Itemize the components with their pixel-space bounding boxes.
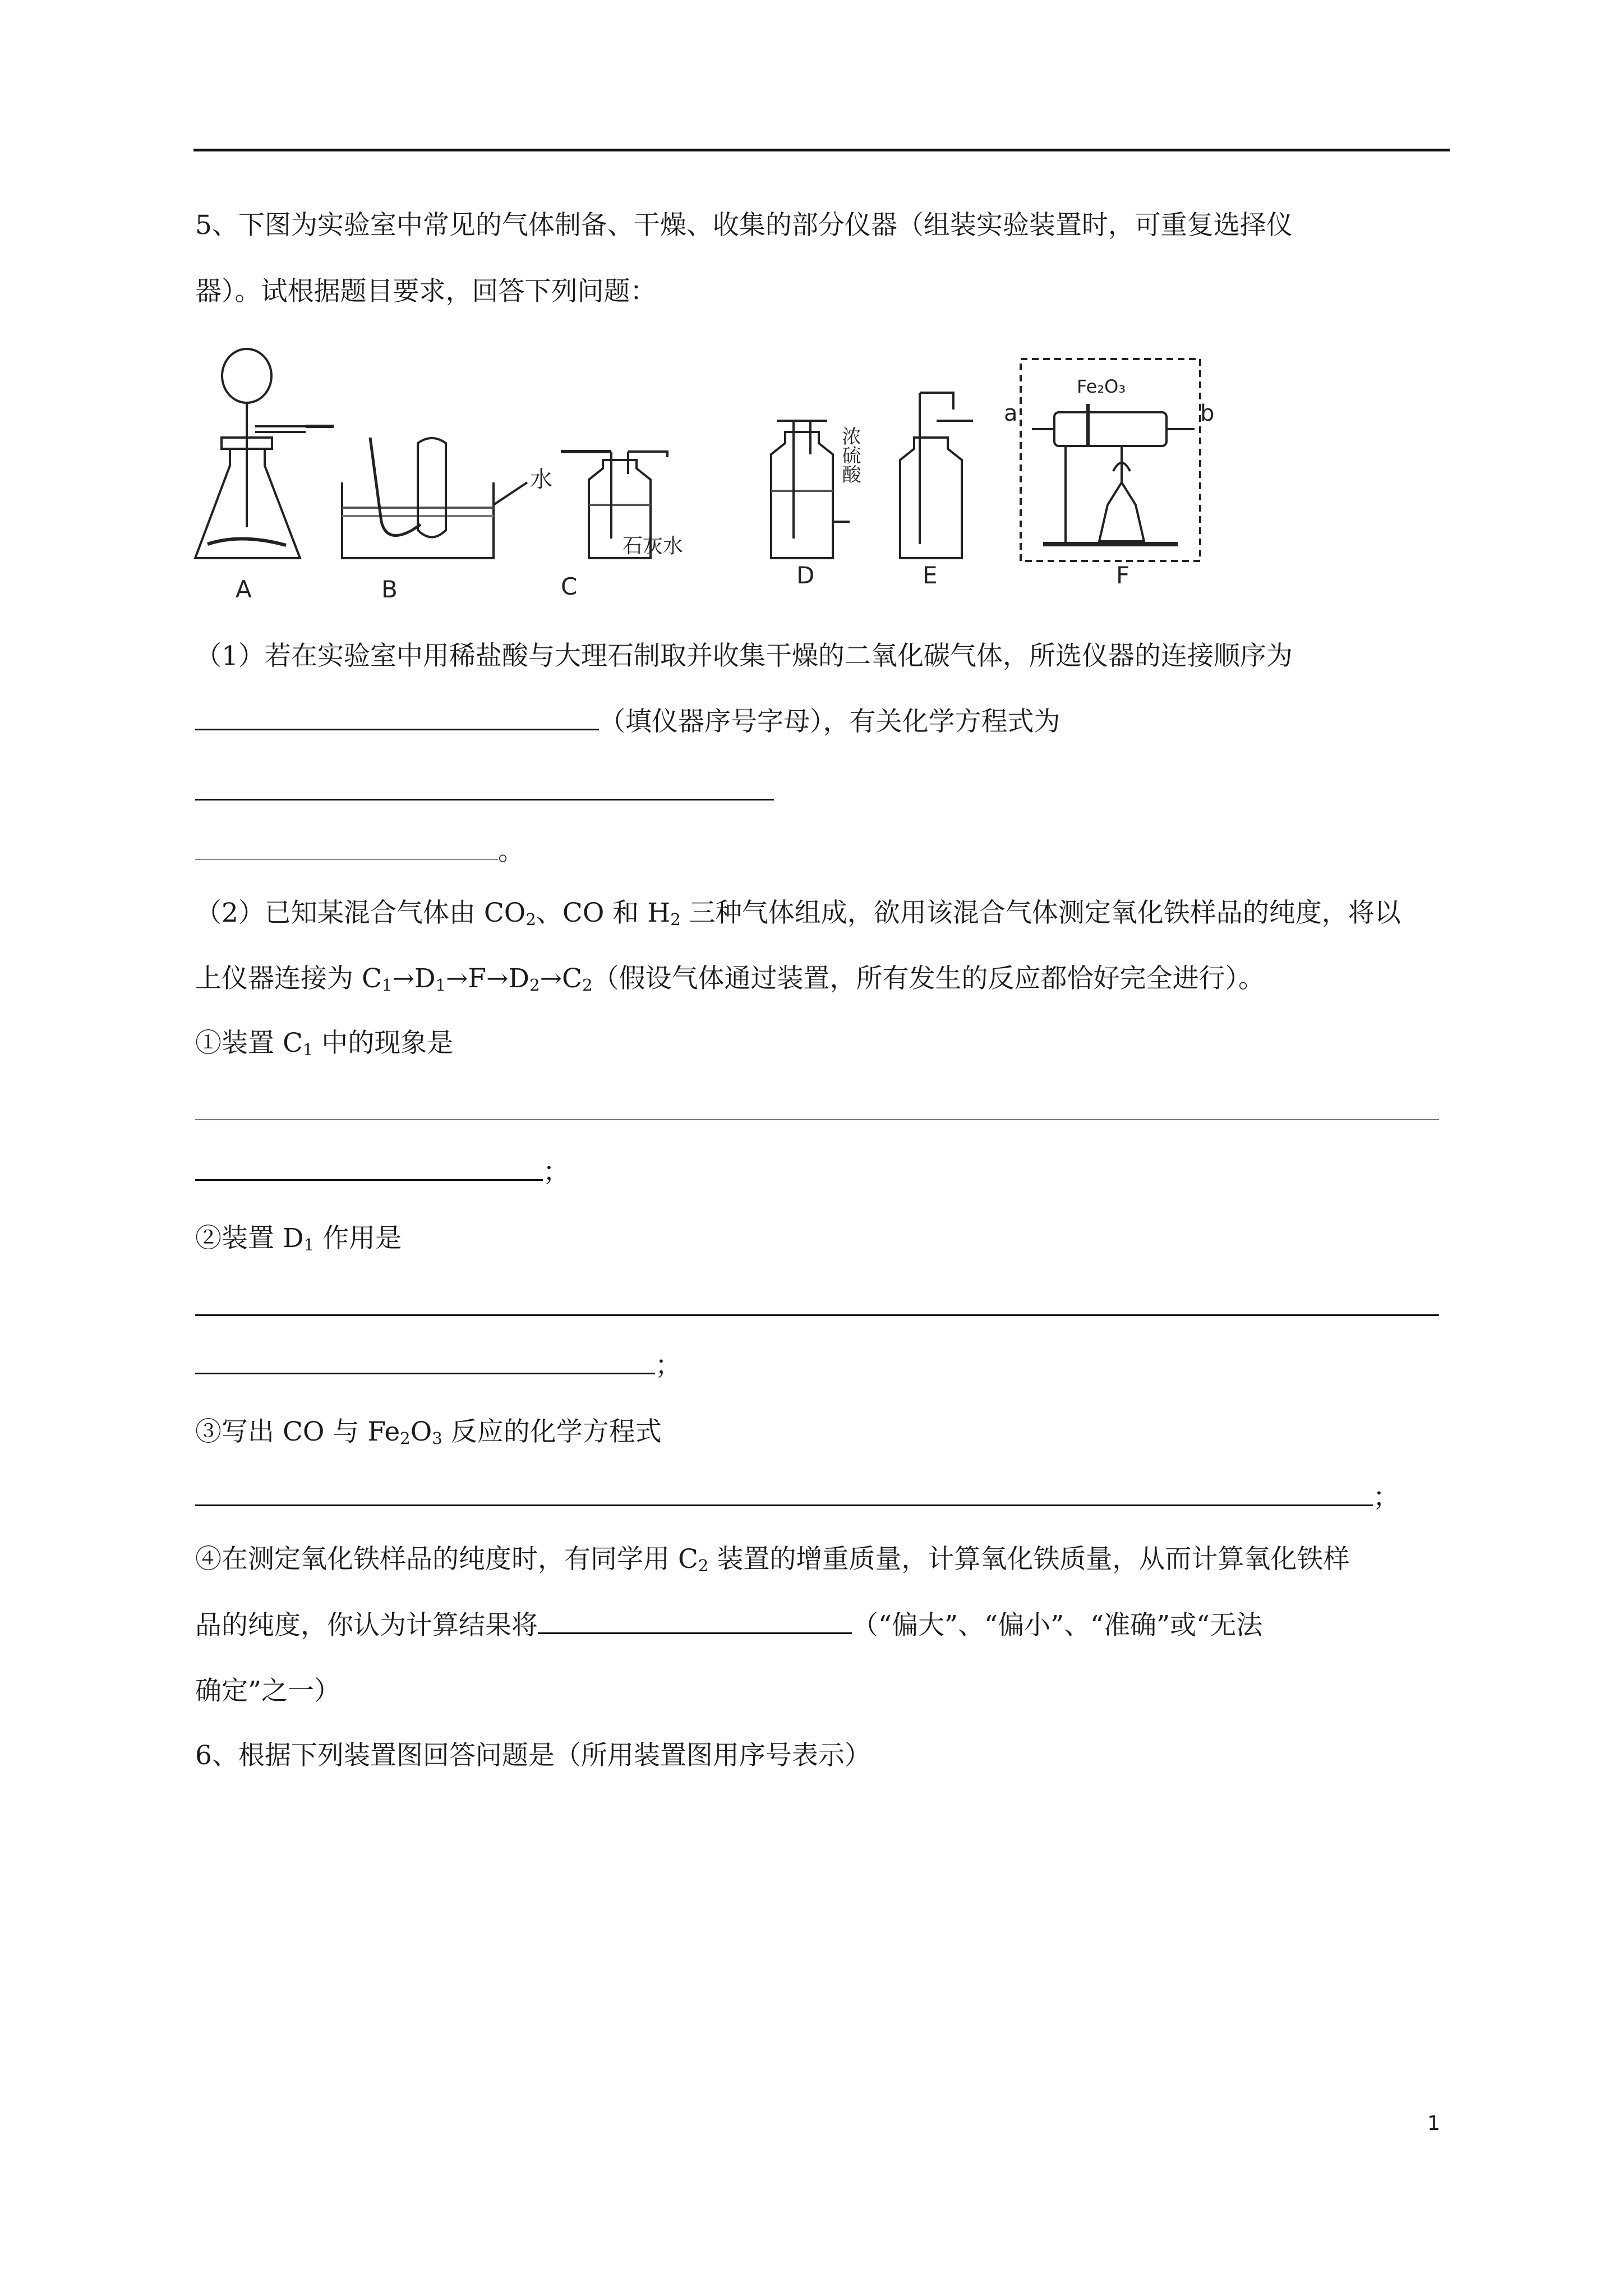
label-water: 水 [530,467,552,493]
q5-part1-line2: （填仪器序号字母），有关化学方程式为 [195,705,1061,739]
label-f: F [1116,562,1130,589]
label-b: B [381,576,398,603]
q5-part2-line1: （2）已知某混合气体由 $CO_2$、CO 和 $H_2$ 三种气体组成，欲用该混合气体测定氧化铁样品的纯度，将以 [195,898,1401,929]
answer-blank-s2-b[interactable] [195,1350,655,1374]
q5-intro-line2: 器）。试根据题目要求，回答下列问题： [195,276,657,307]
label-fe2o3: Fe₂O₃ [1077,376,1126,397]
answer-blank-equation-2[interactable] [195,836,498,860]
q5-sub4-line1: ④在测定氧化铁样品的纯度时，有同学用 $C_2$ 装置的增重质量，计算氧化铁质量，从而计算氧化铁样 [195,1544,1350,1575]
q5-sub1-end: ； [195,1156,569,1189]
label-a: A [236,576,252,603]
q5-sub2: ②装置 $D_1$ 作用是 [195,1223,402,1254]
label-e: E [923,562,938,589]
page-number: 1 [1427,2112,1440,2135]
apparatus-figure [191,337,1256,606]
answer-blank-s4[interactable] [538,1610,852,1634]
answer-blank-order[interactable] [195,706,599,730]
answer-blank-s3[interactable] [195,1482,1373,1506]
header-rule [193,149,1450,151]
q5-intro-line1: 5、下图为实验室中常见的气体制备、干燥、收集的部分仪器（组装实验装置时，可重复选择仪 [195,210,1293,241]
label-c: C [561,573,578,600]
answer-blank-equation[interactable] [195,799,774,800]
q5-sub3: ③写出 CO 与 $Fe_2O_3$ 反应的化学方程式 [195,1416,662,1448]
q5-sub1: ①装置 $C_1$ 中的现象是 [195,1028,454,1059]
q5-sub3-end: ； [195,1481,1399,1515]
q5-sub4-line3: 确定”之一） [195,1676,341,1706]
apparatus-b [342,438,527,558]
q5-sub2-end: ； [195,1349,681,1383]
apparatus-a [195,349,334,558]
q5-part1-end: 。 [195,835,524,868]
answer-blank-s1-a[interactable] [195,1119,1439,1120]
apparatus-e [900,393,973,558]
q6-line1: 6、根据下列装置图回答问题是（所用装置图用序号表示） [195,1740,871,1771]
answer-blank-s2-a[interactable] [195,1314,1439,1316]
apparatus-diagram [191,337,1256,606]
label-limewater: 石灰水 [623,535,684,558]
label-b-port: b [1200,401,1215,426]
q5-part2-line2: 上仪器连接为 $C_1\to D_1\to F\to D_2\to C_2$（假设气体通过装置，所有发生的反应都恰好完全进行）。 [195,963,1265,995]
apparatus-d [771,421,850,558]
answer-blank-s1-b[interactable] [195,1157,543,1181]
q5-part1-line1: （1）若在实验室中用稀盐酸与大理石制取并收集干燥的二氧化碳气体，所选仪器的连接顺序为 [195,641,1293,671]
label-conc-acid: 浓硫酸 [838,426,861,484]
label-d: D [796,562,815,589]
label-a-port: a [1004,401,1018,426]
q5-sub4-line2: 品的纯度，你认为计算结果将 （“偏大”、“偏小”、“准确”或“无法 [195,1610,1263,1641]
